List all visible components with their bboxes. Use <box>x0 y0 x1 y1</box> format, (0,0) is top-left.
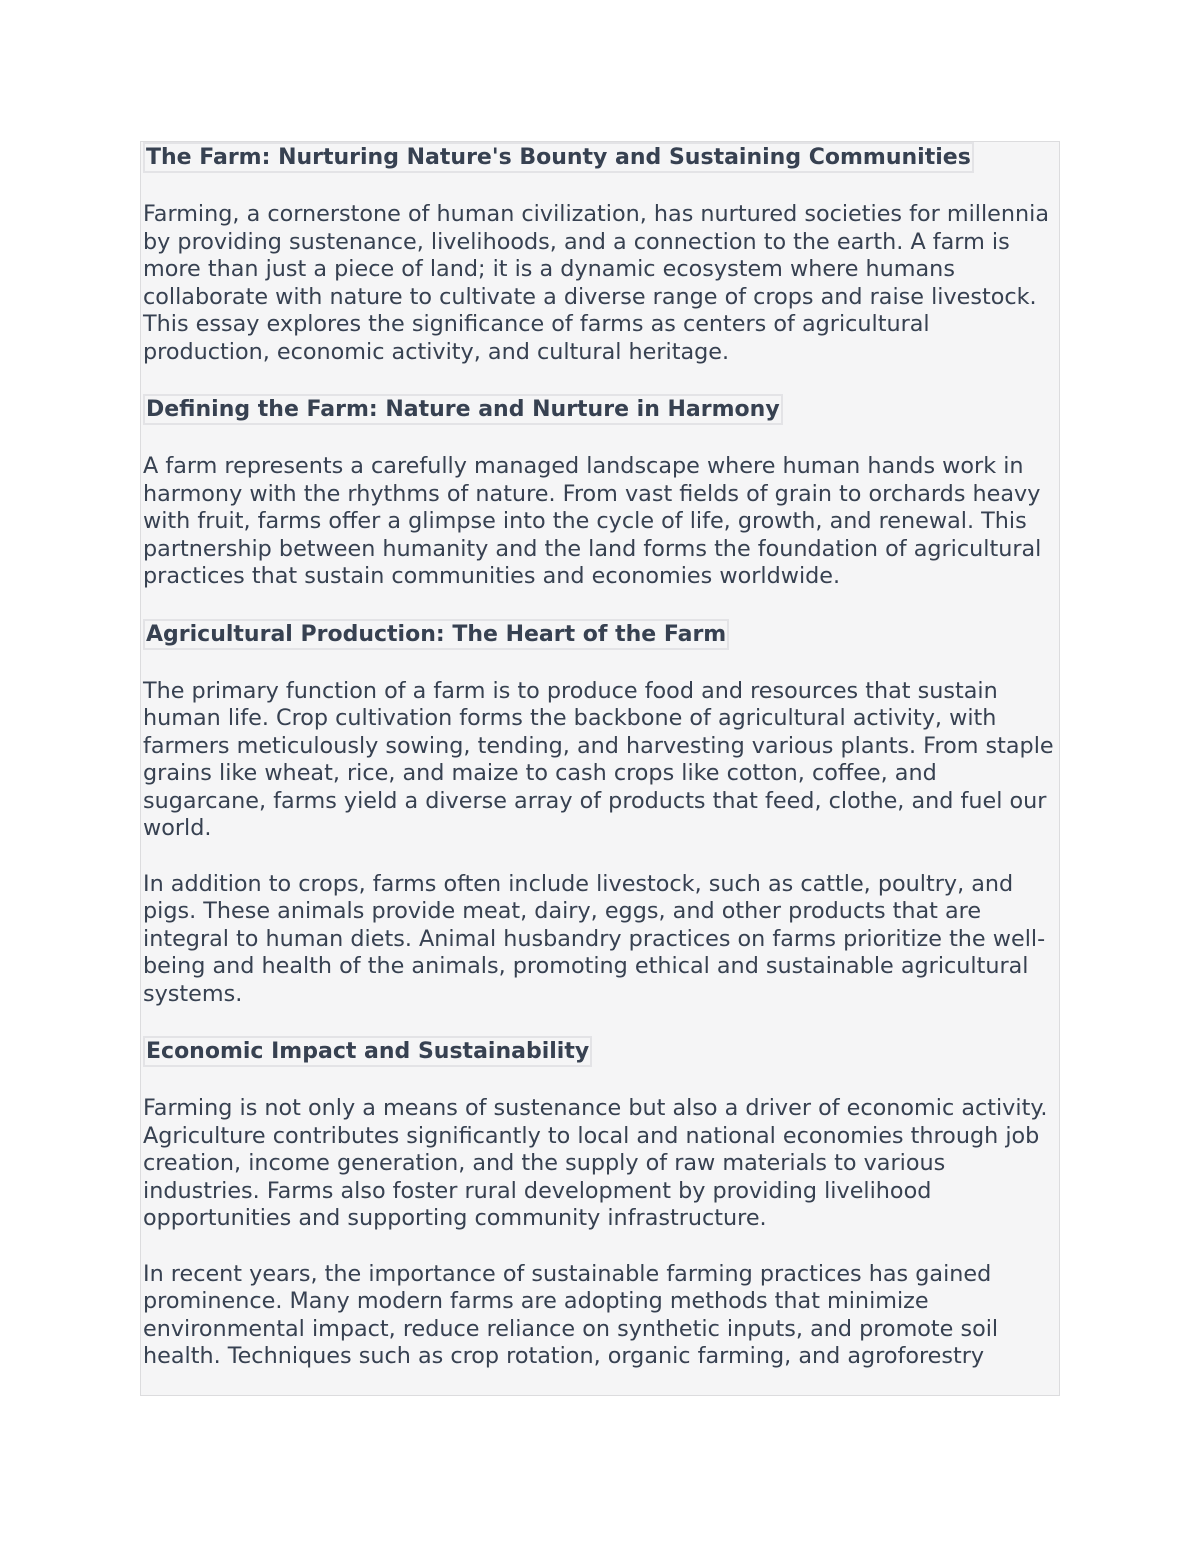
section-heading-defining: Defining the Farm: Nature and Nurture in Harmony <box>143 394 783 425</box>
section-paragraph: In addition to crops, farms often include livestock, such as cattle, poultry, and pigs. These animals provide meat, dairy, eggs, and other products that are integral to human diets. Animal husbandry practices on farms prioritize the well-being and health of the animals, promoting ethical and sustainable agricultural systems. <box>143 870 1046 1007</box>
section-heading-economic: Economic Impact and Sustainability <box>143 1036 592 1067</box>
section-paragraph: Farming is not only a means of sustenance but also a driver of economic activity. Agriculture contributes significantly to local and national economies through job creation, income generation, and the supply of raw materials to various industries. Farms also foster rural development by providing livelihood opportunities and supporting community infrastructure. <box>143 1095 1048 1231</box>
section-heading-wrap <box>143 1036 1059 1067</box>
section-paragraph: A farm represents a carefully managed landscape where human hands work in harmony with the rhythms of nature. From vast fields of grain to orchards heavy with fruit, farms offer a glimpse into the cycle of life, growth, and renewal. This partnership between humanity and the land forms the foundation of agricultural practices that sustain communities and economies worldwide. <box>143 453 1042 589</box>
intro-paragraph: Farming, a cornerstone of human civilization, has nurtured societies for millennia by providing sustenance, livelihoods, and a connection to the earth. A farm is more than just a piece of land; it is a dynamic ecosystem where humans collaborate with nature to cultivate a diverse range of crops and raise livestock. This essay explores the significance of farms as centers of agricultural production, economic activity, and cultural heritage. <box>143 201 1050 365</box>
document-body <box>140 141 1060 1396</box>
title-wrap <box>143 142 1059 173</box>
section-heading-wrap <box>143 619 1059 650</box>
section-heading-production: Agricultural Production: The Heart of the Farm <box>143 619 729 650</box>
document-title: The Farm: Nurturing Nature's Bounty and Sustaining Communities <box>143 142 974 173</box>
section-paragraph: The primary function of a farm is to produce food and resources that sustain human life. Crop cultivation forms the backbone of agricultural activity, with farmers meticulously sowing, tending, and harvesting various plants. From staple grains like wheat, rice, and maize to cash crops like cotton, coffee, and sugarcane, farms yield a diverse array of products that feed, clothe, and fuel our world. <box>143 677 1054 841</box>
section-paragraph: In recent years, the importance of sustainable farming practices has gained prominence. Many modern farms are adopting methods that minimize environmental impact, reduce reliance on synthetic inputs, and promote soil health. Techniques such as crop rotation, organic farming, and agroforestry <box>143 1260 999 1369</box>
section-heading-wrap <box>143 394 1059 425</box>
